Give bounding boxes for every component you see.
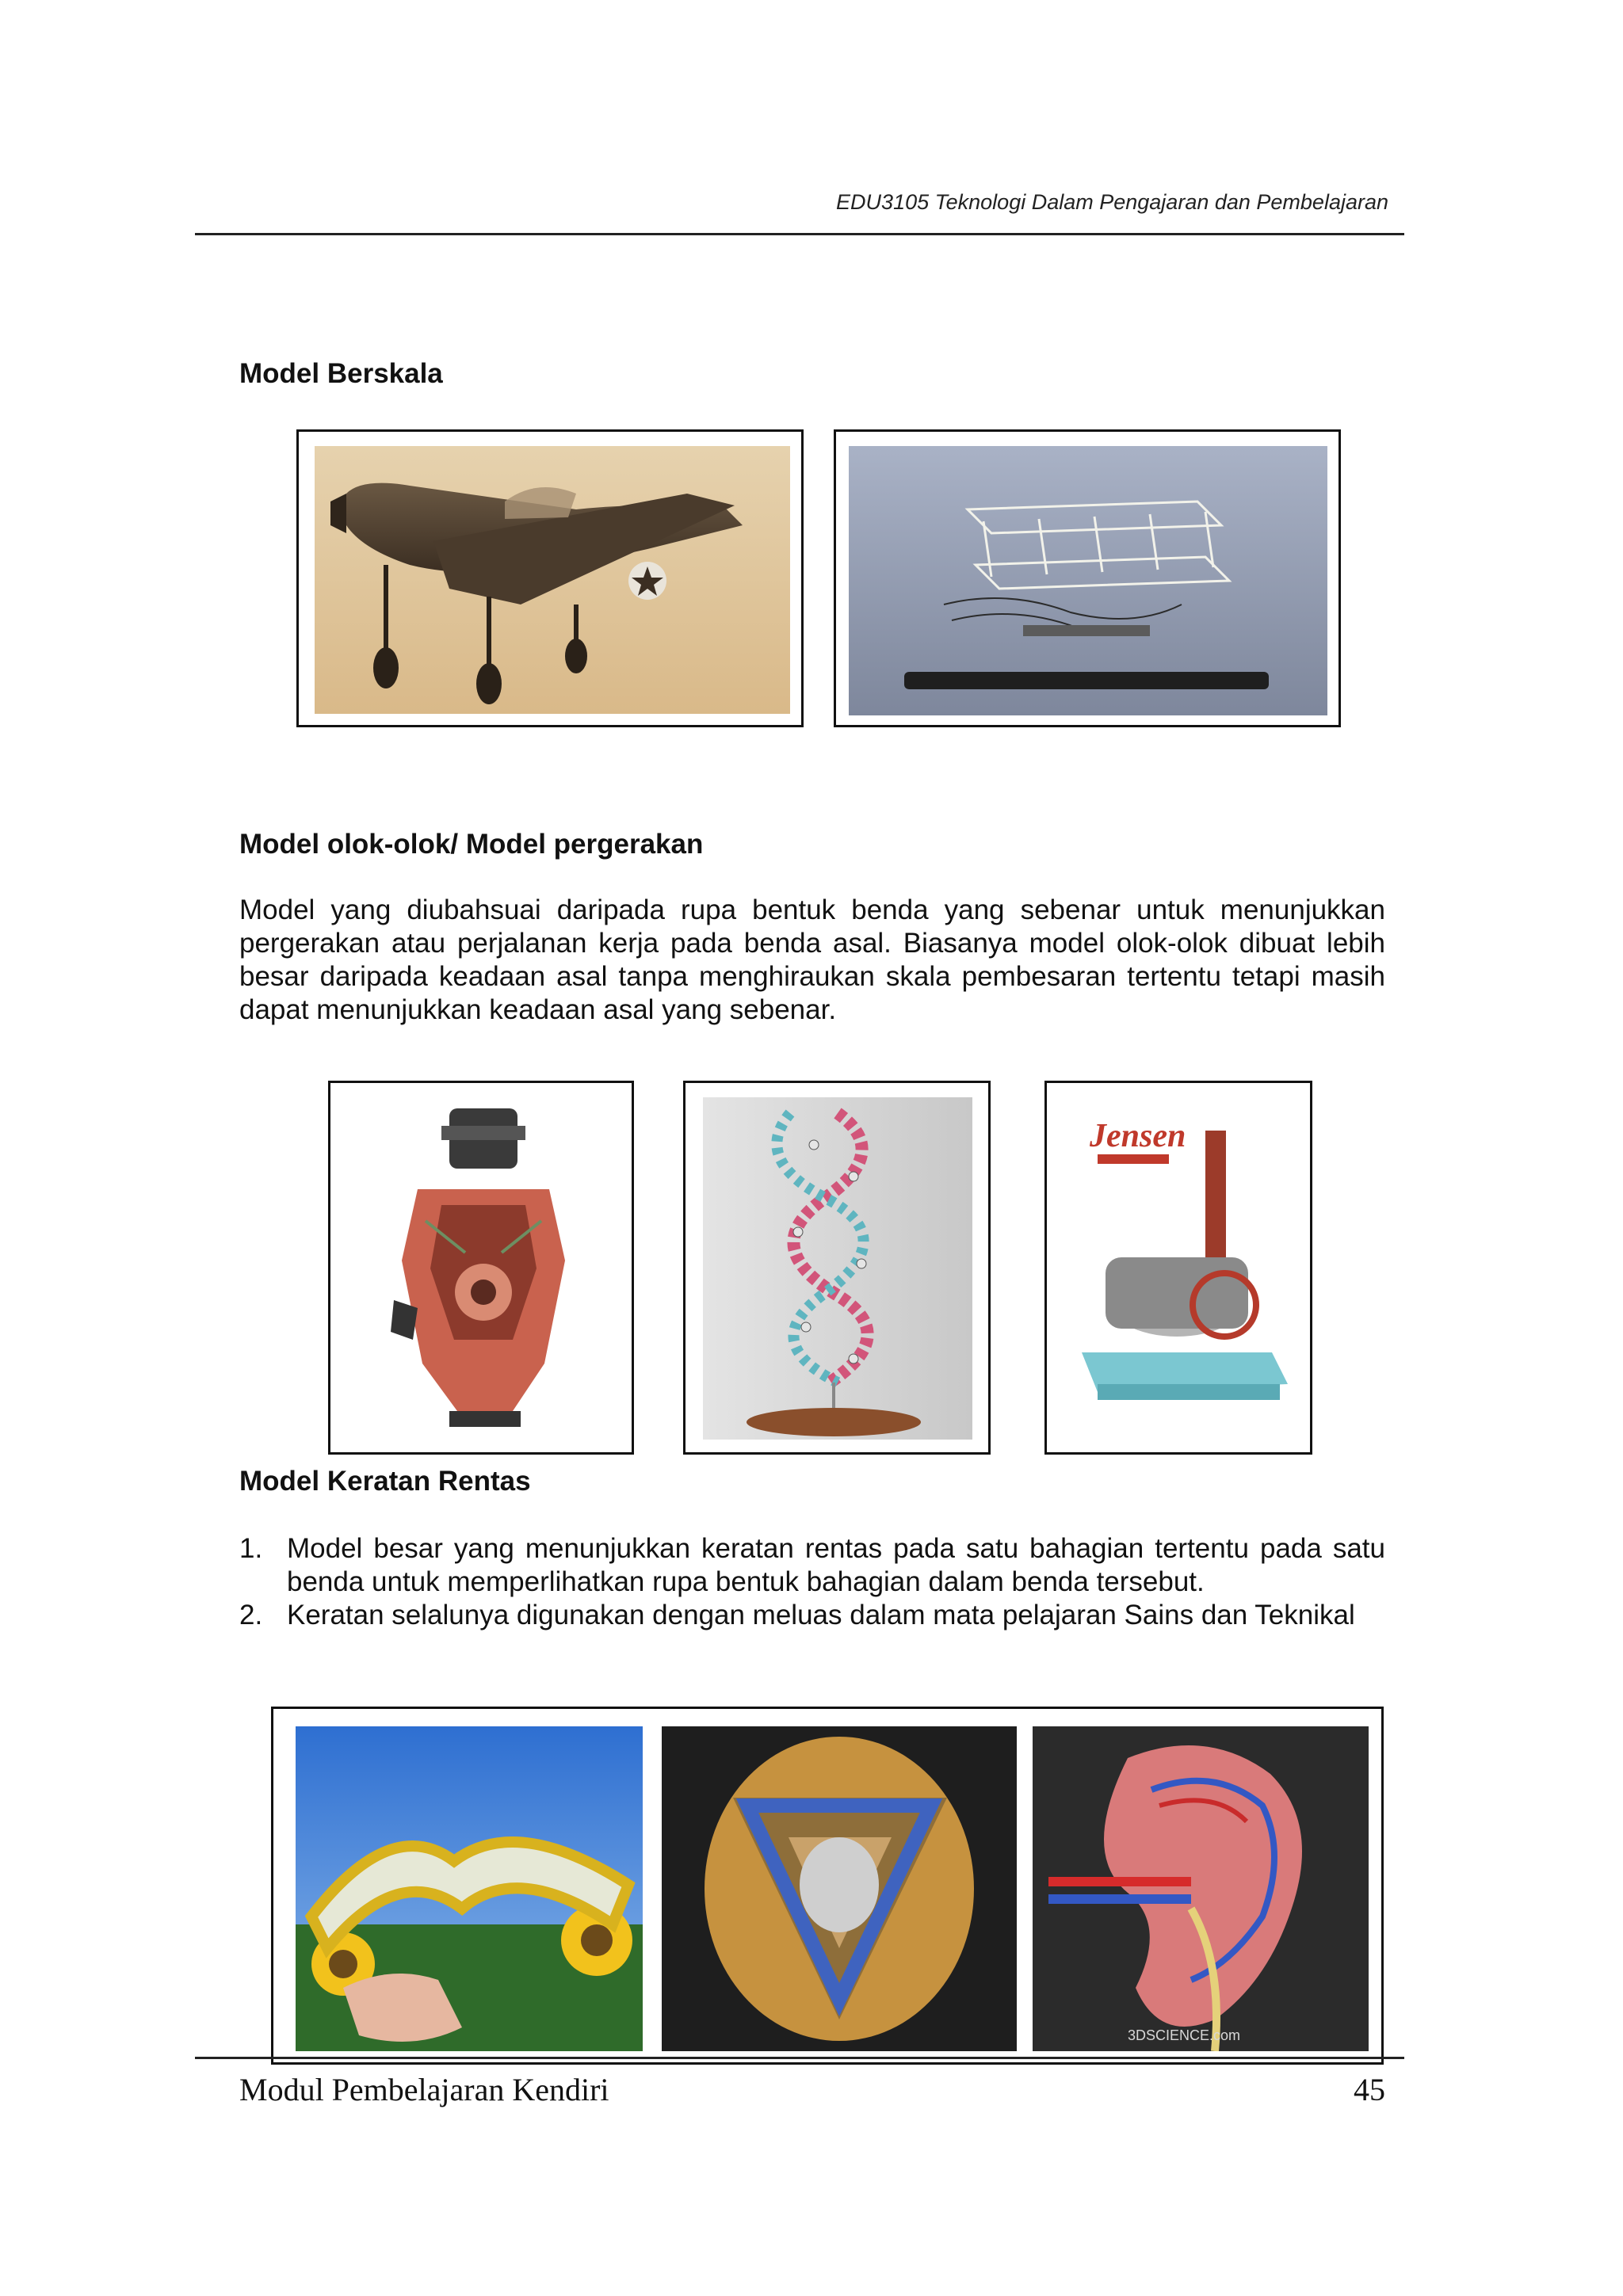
earth-cross-section-image (662, 1726, 1017, 2051)
header-rule (195, 233, 1404, 235)
running-header: EDU3105 Teknologi Dalam Pengajaran dan Pembelajaran (836, 190, 1388, 214)
warplane-model-image (315, 446, 790, 714)
steam-engine-model-image (1066, 1099, 1296, 1432)
dna-model-image (703, 1097, 972, 1440)
cross-section-list (239, 1532, 1385, 1632)
section-heading-scale: Model Berskala (239, 358, 443, 389)
kidney-watermark: 3DSCIENCE.com (1128, 2027, 1241, 2043)
list-text: Model besar yang menunjukkan keratan rentas pada satu bahagian tertentu pada satu benda untuk memperlihatkan rupa bentuk bahagian dalam benda tersebut. (287, 1533, 1385, 1597)
engine-model-image (386, 1102, 581, 1435)
image-frame-dna (683, 1081, 991, 1455)
footer-module-title: Modul Pembelajaran Kendiri (239, 2072, 609, 2107)
section-heading-cross: Model Keratan Rentas (239, 1466, 531, 1497)
image-frame-steam-engine (1044, 1081, 1312, 1455)
mock-description: Model yang diubahsuai daripada rupa bentuk benda yang sebenar untuk menunjukkan pergerakan atau perjalanan kerja pada benda asal. Biasanya model olok-olok dibuat lebih besar daripada keadaan asal tanpa menghiraukan skala pembesaran tertentu tetapi masih dapat menunjukkan keadaan asal yang sebenar. (239, 894, 1385, 1025)
image-frame-warplane (296, 429, 804, 727)
image-frame-engine (328, 1081, 634, 1455)
list-number: 2. (239, 1600, 263, 1630)
list-text: Keratan selalunya digunakan dengan meluas dalam mata pelajaran Sains dan Teknikal (287, 1600, 1355, 1630)
list-item (239, 1532, 1385, 1599)
section-heading-mock: Model olok-olok/ Model pergerakan (239, 829, 704, 860)
image-frame-biplane (834, 429, 1341, 727)
sunflower-cross-section-image (296, 1726, 643, 2051)
page-number: 45 (1354, 2072, 1385, 2107)
list-item (239, 1599, 1385, 1632)
kidney-cross-section-image (1033, 1726, 1369, 2051)
image-frame-cross-sections (271, 1707, 1384, 2065)
footer-rule (195, 2057, 1404, 2059)
biplane-model-image (849, 446, 1327, 715)
steam-box-label: Jensen (1090, 1118, 1186, 1154)
list-number: 1. (239, 1533, 263, 1564)
